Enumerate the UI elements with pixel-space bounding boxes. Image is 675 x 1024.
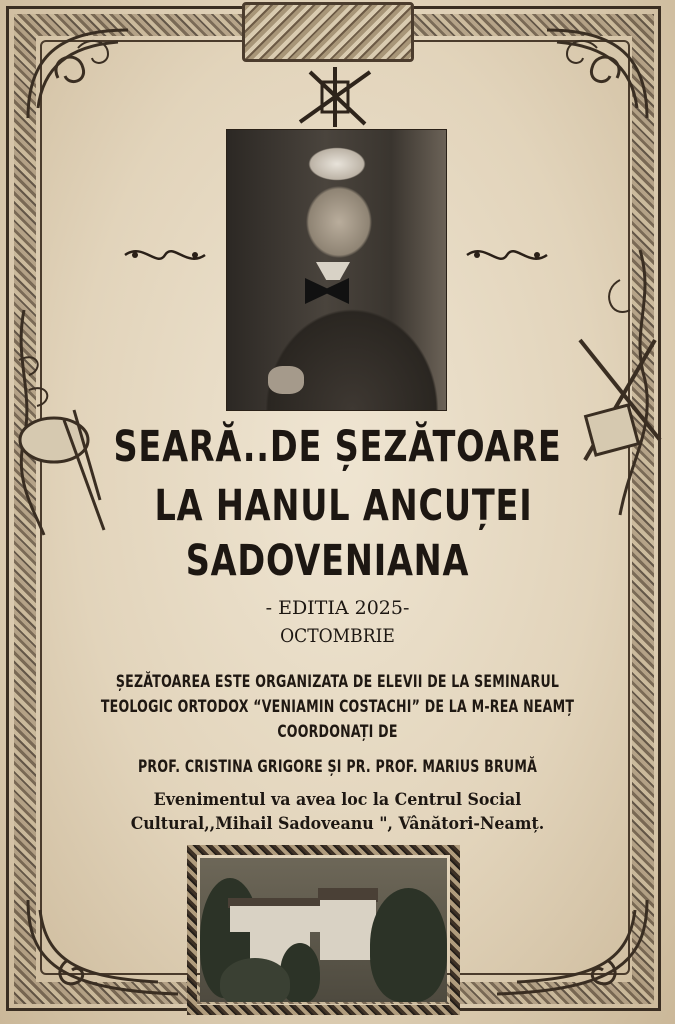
event-line-2: Cultural,,Mihail Sadoveanu ", Vânători-Neamț. — [130, 814, 545, 834]
top-emblem — [290, 62, 380, 132]
event-line-1: Evenimentul va avea loc la Centrul Social — [153, 790, 522, 810]
corner-ornament-bottom-left — [18, 890, 188, 1010]
title-line-3: SADOVENIANA — [185, 536, 470, 586]
flourish-right — [465, 240, 549, 270]
edition-text: - EDITIA 2025- — [265, 597, 410, 619]
title-line-1: SEARĂ..DE ȘEZĂTOARE — [113, 422, 562, 472]
corner-ornament-top-left — [18, 18, 148, 128]
corner-ornament-bottom-right — [487, 890, 657, 1010]
organizer-line-2: TEOLOGIC ORTODOX “VENIAMIN COSTACHI” DE LA M-REA NEAMȚ — [100, 697, 575, 717]
organizer-line-4: PROF. CRISTINA GRIGORE ȘI PR. PROF. MARIUS BRUMĂ — [137, 757, 538, 777]
right-trophy-ornament — [560, 240, 665, 520]
month-text: OCTOMBRIE — [280, 625, 395, 647]
organizer-line-3: COORDONAȚI DE — [277, 722, 398, 742]
portrait-hand — [268, 366, 304, 394]
flourish-left — [123, 240, 207, 270]
building-photo — [200, 858, 447, 1002]
organizer-line-1: ȘEZĂTOAREA ESTE ORGANIZATA DE ELEVII DE LA SEMINARUL — [115, 672, 560, 692]
top-medallion — [242, 2, 414, 62]
corner-ornament-top-right — [527, 18, 657, 128]
title-line-2: LA HANUL ANCUȚEI — [154, 481, 533, 531]
